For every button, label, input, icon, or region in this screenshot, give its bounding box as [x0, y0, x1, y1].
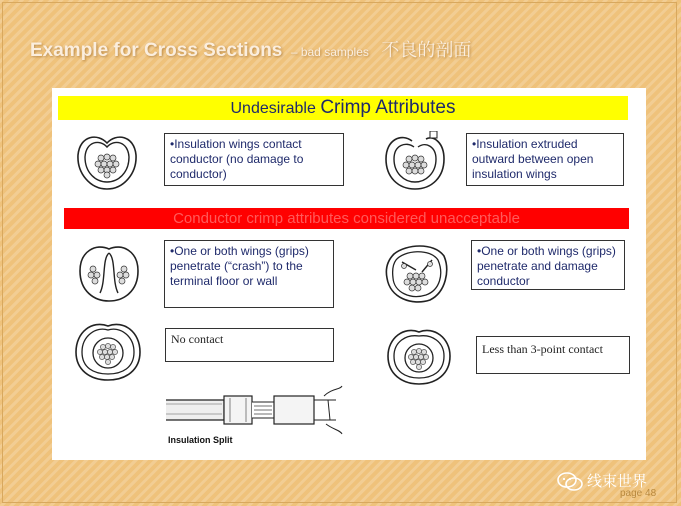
desc-box-4	[471, 240, 625, 290]
heading-main: Crimp Attributes	[320, 97, 456, 118]
desc-text-3: •One or both wings (grips) penetrate (“crash”) to the terminal floor or wall	[170, 244, 309, 288]
desc-box-3	[164, 240, 334, 308]
desc-box-5	[165, 328, 334, 362]
desc-text-6: Less than 3-point contact	[482, 342, 603, 356]
page-number: page 48	[620, 488, 657, 499]
crimp-figure-3	[76, 241, 142, 305]
undesirable-heading	[58, 96, 628, 120]
insulation-split-label: Insulation Split	[168, 435, 233, 445]
heading-prefix: Undesirable	[230, 100, 321, 117]
crimp-figure-2	[382, 131, 448, 193]
brand-name: 线束世界	[587, 472, 648, 490]
crimp-figure-6	[384, 324, 454, 388]
desc-box-2	[466, 133, 624, 186]
insulation-split-figure	[164, 384, 344, 436]
title-chinese: 不良的剖面	[381, 40, 472, 61]
crimp-figure-4	[382, 240, 452, 306]
desc-box-1	[164, 133, 344, 186]
crimp-figure-5	[72, 318, 144, 384]
desc-box-6	[476, 336, 630, 374]
content-panel	[52, 88, 646, 460]
title-main: Example for Cross Sections	[30, 40, 283, 61]
desc-text-2: •Insulation extruded outward between open insulation wings	[472, 137, 594, 181]
desc-text-5: No contact	[171, 332, 224, 346]
crimp-figure-1	[74, 131, 140, 193]
slide-title	[30, 36, 471, 62]
wechat-icon	[557, 472, 583, 492]
title-subtitle: – bad samples	[290, 45, 369, 59]
desc-text-1: •Insulation wings contact conductor (no damage to conductor)	[170, 137, 304, 181]
unacceptable-heading: Conductor crimp attributes considered unacceptable	[64, 208, 629, 229]
desc-text-4: •One or both wings (grips) penetrate and damage conductor	[477, 244, 616, 288]
